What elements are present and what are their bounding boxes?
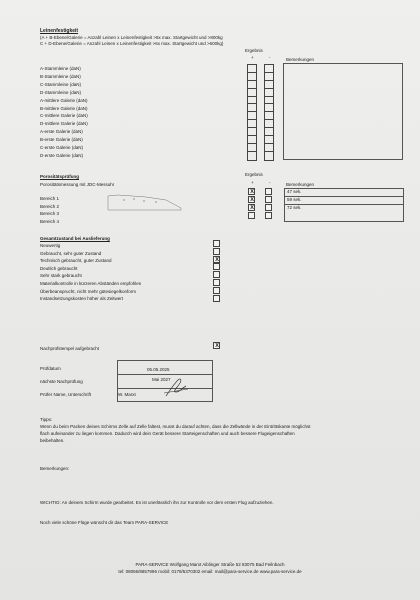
section1-minus-cell[interactable]: [265, 136, 273, 144]
inspection-divider-1: [117, 374, 213, 375]
condition-checkbox[interactable]: [213, 295, 220, 302]
section1-plus-cell[interactable]: [248, 128, 256, 136]
section1-plus-cell[interactable]: [248, 81, 256, 89]
section1-minus-cell[interactable]: [265, 112, 273, 120]
stamp-label: Nachprüfstempel aufgebracht: [40, 346, 100, 351]
section1-row-label: B-erste Galerie (daN): [40, 137, 83, 143]
plus-label-1: +: [251, 55, 254, 60]
section1-line1: (A + B-Ebene/Galerie = Anzahl Leinen x Leinenfestigkeit >8x max. Startgewicht und >800kg: [40, 35, 223, 40]
section2-row-label: Bereich 3: [40, 211, 60, 216]
section1-minus-cell[interactable]: [265, 104, 273, 112]
ergebnis-label-2: Ergebnis: [245, 172, 263, 177]
pruefdatum-value[interactable]: 05.05.2025: [147, 367, 170, 372]
section1-plus-cell[interactable]: [248, 104, 256, 112]
section1-plus-column[interactable]: [247, 64, 257, 161]
condition-checkbox[interactable]: [213, 287, 220, 294]
minus-label-1: -: [269, 55, 271, 60]
section2-plus-checkbox[interactable]: [248, 196, 255, 203]
section1-minus-cell[interactable]: [265, 89, 273, 97]
check-mark: X: [250, 189, 254, 196]
section1-row-label: B-mittlere Galerie (daN): [40, 105, 88, 111]
section1-remarks-box[interactable]: [283, 63, 403, 160]
section1-minus-cell[interactable]: [265, 120, 273, 128]
section2-row-label: Bereich 1: [40, 196, 60, 201]
section1-row-label: B-Stammleine (daN): [40, 73, 81, 79]
section1-title: Leinenfestigkeit: [40, 28, 79, 34]
check-mark: X: [250, 197, 254, 204]
section1-minus-cell[interactable]: [265, 97, 273, 105]
condition-label: Instandsetzungskosten höher als Zeitwert: [40, 296, 124, 302]
section1-minus-cell[interactable]: [265, 128, 273, 136]
pruefer-name-value[interactable]: W. Marxt: [118, 392, 136, 397]
condition-checkbox[interactable]: [213, 248, 220, 255]
condition-checkbox[interactable]: [213, 271, 220, 278]
section1-row-label: D-Stammleine (daN): [40, 89, 82, 95]
stamp-checkbox[interactable]: [213, 342, 220, 349]
tips-text-3: beibehalten.: [40, 438, 65, 443]
section2-remarks-box[interactable]: [284, 188, 404, 222]
condition-checkbox[interactable]: [213, 240, 220, 247]
section1-row-label: A-mittlere Galerie (daN): [40, 97, 88, 103]
bemerkungen-label-2: Bemerkungen: [286, 182, 315, 187]
section2-remark-value[interactable]: 72 sek.: [287, 205, 302, 211]
footer-contact: tel: 08066/8857996 mobil: 0179/5370302 email: mail@para-service.de www.para-service.de: [118, 569, 302, 574]
condition-label: Deutlich gebraucht: [40, 265, 78, 271]
section1-plus-cell[interactable]: [248, 73, 256, 81]
section1-plus-cell[interactable]: [248, 65, 256, 73]
section1-row-label: A-erste Galerie (daN): [40, 129, 83, 135]
section1-line2: C + D-Ebene/Galerie = Anzahl Leinen x Leinenfestigkeit >6x max. Startgewicht und >600kg): [40, 41, 224, 46]
pruefer-label: Prüfer Name, Unterschrift: [40, 392, 92, 397]
porosity-sketch-icon: [106, 192, 184, 212]
section2-row-label: Bereich 4: [40, 218, 60, 224]
wishes-text: Noch viele schöne Flüge wünscht dir das Team PARA-SERVICE: [40, 520, 169, 525]
section1-row-label: C-erste Galerie (daN): [40, 145, 84, 150]
section1-row-label: D-mittlere Galerie (daN): [40, 121, 88, 127]
check-mark: X: [215, 256, 219, 263]
section2-minus-checkbox[interactable]: [265, 196, 272, 203]
section2-subtitle: Porositätsmessung mit JDC-Messuhr: [40, 182, 115, 187]
section1-plus-cell[interactable]: [248, 152, 256, 160]
section2-minus-checkbox[interactable]: [265, 188, 272, 195]
footer-address: PARA-SERVICE Wolfgang Marxt Aiblinger Straße 52 83075 Bad Feilnbach: [135, 562, 285, 567]
condition-label: Neuwertig: [40, 243, 61, 248]
tips-title: Tipps:: [40, 417, 53, 422]
pruefdatum-label: Prüfdatum: [40, 366, 61, 371]
section1-minus-cell[interactable]: [265, 152, 273, 160]
condition-label: Gebraucht, sehr guter Zustand: [40, 250, 102, 256]
section3-title: Gesamtzustand bei Auslieferung: [40, 236, 110, 241]
section1-minus-column[interactable]: [264, 64, 274, 161]
section1-row-label: C-mittlere Galerie (daN): [40, 113, 88, 119]
check-mark: X: [250, 205, 254, 212]
section1-plus-cell[interactable]: [248, 144, 256, 152]
ergebnis-label-1: Ergebnis: [245, 48, 263, 53]
condition-label: Sehr stark gebraucht: [40, 273, 82, 279]
section1-plus-cell[interactable]: [248, 136, 256, 144]
section1-row-label: A-Stammleine (daN): [40, 66, 81, 71]
section2-plus-checkbox[interactable]: [248, 204, 255, 211]
condition-checkbox[interactable]: [213, 279, 220, 286]
section2-row-label: Bereich 2: [40, 203, 60, 209]
warning-text: WICHTIG: An deinem Schirm wurde gearbeitet. Es ist unerlässlich ihn zur Kontrolle vor dem ersten Flug aufzuziehen.: [40, 500, 274, 505]
section2-minus-checkbox[interactable]: [265, 212, 272, 219]
section1-minus-cell[interactable]: [265, 73, 273, 81]
remarks-label: Bemerkungen:: [40, 466, 70, 471]
condition-checkbox[interactable]: [213, 263, 220, 270]
section1-row-label: D-erste Galerie (daN): [40, 152, 84, 158]
section1-plus-cell[interactable]: [248, 97, 256, 105]
tips-text-2: flach aufeinander zu liegen kommen. Dadurch wird dein Gerät bessere Starteigenschaften und auch bessere Flugeigenschaften: [40, 431, 295, 436]
tips-text-1: Wenn du beim Packen deines Schirms Zelle auf Zelle faltest, musst du darauf achten, dass die Zellwände in der Eintrittskante möglichst: [40, 424, 311, 429]
section2-remark-value[interactable]: 47 sek.: [287, 189, 302, 194]
section1-row-label: C-Stammleine (daN): [40, 81, 82, 87]
section2-plus-checkbox[interactable]: [248, 212, 255, 219]
condition-checkbox[interactable]: [213, 256, 220, 263]
section1-plus-cell[interactable]: [248, 120, 256, 128]
section2-plus-checkbox[interactable]: [248, 188, 255, 195]
condition-label: Technisch gebraucht, guter Zustand: [40, 258, 112, 264]
bemerkungen-label-1: Bemerkungen: [286, 57, 315, 62]
section2-title: Porositätsprüfung: [40, 174, 79, 179]
section1-minus-cell[interactable]: [265, 81, 273, 89]
section2-minus-checkbox[interactable]: [265, 204, 272, 211]
minus-label-2: -: [269, 180, 271, 185]
signature-icon: [162, 376, 190, 398]
plus-label-2: +: [251, 180, 254, 185]
section1-plus-cell[interactable]: [248, 112, 256, 120]
section2-remark-value[interactable]: 59 sek.: [287, 197, 302, 203]
condition-label: Überbeansprucht, nicht mehr gütesiegelkonform: [40, 288, 137, 294]
section1-plus-cell[interactable]: [248, 89, 256, 97]
naechste-label: nächste Nachprüfung: [40, 379, 83, 384]
section1-minus-cell[interactable]: [265, 65, 273, 73]
naechste-value[interactable]: Mai 2027: [152, 377, 171, 382]
section1-minus-cell[interactable]: [265, 144, 273, 152]
condition-label: Materialkontrolle in kürzeren Abständen empfohlen: [40, 281, 142, 286]
